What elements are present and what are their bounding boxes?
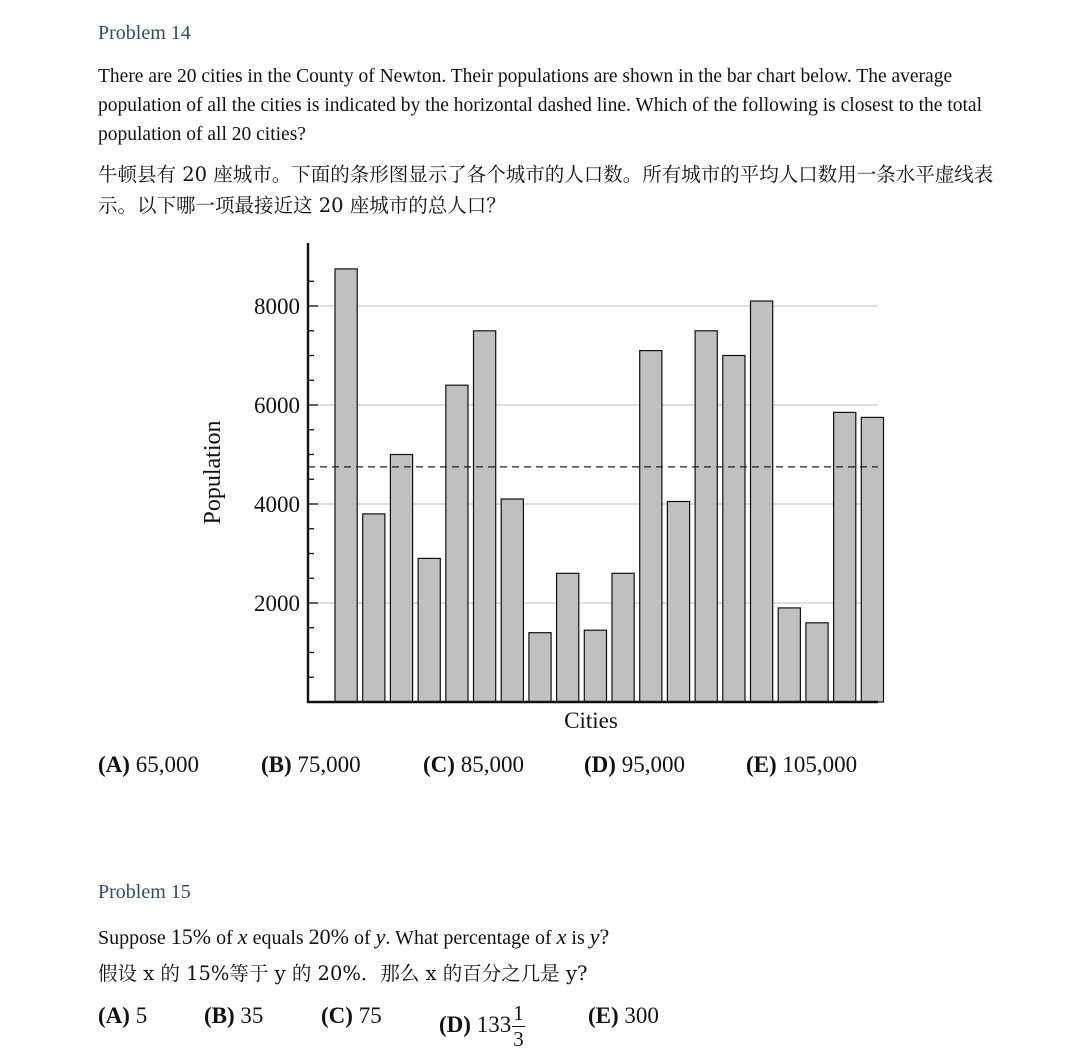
bar-city-12 xyxy=(640,351,662,702)
bar-city-7 xyxy=(501,499,523,702)
problem-15-question-en: Suppose 15% of x equals 20% of y. What percentage of x is y? xyxy=(98,924,610,949)
bar-city-2 xyxy=(363,514,385,702)
problem-14-question-cn: 牛顿县有 20 座城市。下面的条形图显示了各个城市的人口数。所有城市的平均人口数用一条水平虚线表示。以下哪一项最接近这 20 座城市的总人口？ xyxy=(98,163,994,217)
y-axis-label: Population xyxy=(200,420,226,525)
y-tick-label-6000: 6000 xyxy=(254,393,300,418)
choice-e[interactable]: (E) 105,000 xyxy=(746,752,858,777)
choice-e[interactable]: (E) 300 xyxy=(588,1003,659,1028)
bar-city-9 xyxy=(557,573,579,702)
problem-14-question-en: There are 20 cities in the County of Newton. Their populations are shown in the bar chart below. The average population of all the cities is indicated by the horizontal dashed line. Which of the following is closest to the total population of all 20 cities? xyxy=(98,66,982,145)
problem-14-choices xyxy=(98,752,857,778)
bar-city-18 xyxy=(806,623,828,702)
bar-city-14 xyxy=(695,331,717,702)
choice-b[interactable]: (B) 35 xyxy=(204,1003,264,1028)
choice-a[interactable]: (A) 65,000 xyxy=(98,752,199,777)
bar-city-20 xyxy=(861,417,883,702)
choice-d[interactable]: (D) 133 $\frac{1}{3}$ xyxy=(439,1001,524,1051)
choice-d[interactable]: (D) 95,000 xyxy=(584,752,685,777)
choice-c[interactable]: (C) 85,000 xyxy=(423,752,524,777)
y-tick-label-2000: 2000 xyxy=(254,591,300,616)
bar-city-4 xyxy=(418,558,440,702)
bar-city-1 xyxy=(335,269,357,702)
choice-c[interactable]: (C) 75 xyxy=(321,1003,382,1028)
bar-city-8 xyxy=(529,633,551,702)
problem-14-heading: Problem 14 xyxy=(98,22,191,44)
bar-city-16 xyxy=(751,301,773,702)
bar-city-17 xyxy=(778,608,800,702)
y-tick-label-4000: 4000 xyxy=(254,492,300,517)
bar-city-11 xyxy=(612,573,634,702)
bar-city-3 xyxy=(390,455,412,703)
bar-city-5 xyxy=(446,385,468,702)
fraction-one-third: $\frac{1}{3}$ xyxy=(513,1001,524,1051)
problem-15-heading: Problem 15 xyxy=(98,881,191,903)
y-tick-label-8000: 8000 xyxy=(254,294,300,319)
bar-city-15 xyxy=(723,356,745,703)
problem-15-choices xyxy=(98,1003,659,1050)
bar-city-19 xyxy=(834,412,856,702)
choice-a[interactable]: (A) 5 xyxy=(98,1003,148,1028)
bar-city-13 xyxy=(667,502,689,703)
bar-city-6 xyxy=(474,331,496,702)
population-bar-chart xyxy=(190,235,890,740)
problem-15-question-cn: 假设 x 的 15%等于 y 的 20%．那么 x 的百分之几是 y? xyxy=(98,962,588,985)
bar-city-10 xyxy=(584,630,606,702)
choice-b[interactable]: (B) 75,000 xyxy=(261,752,361,777)
x-axis-label: Cities xyxy=(564,708,618,733)
